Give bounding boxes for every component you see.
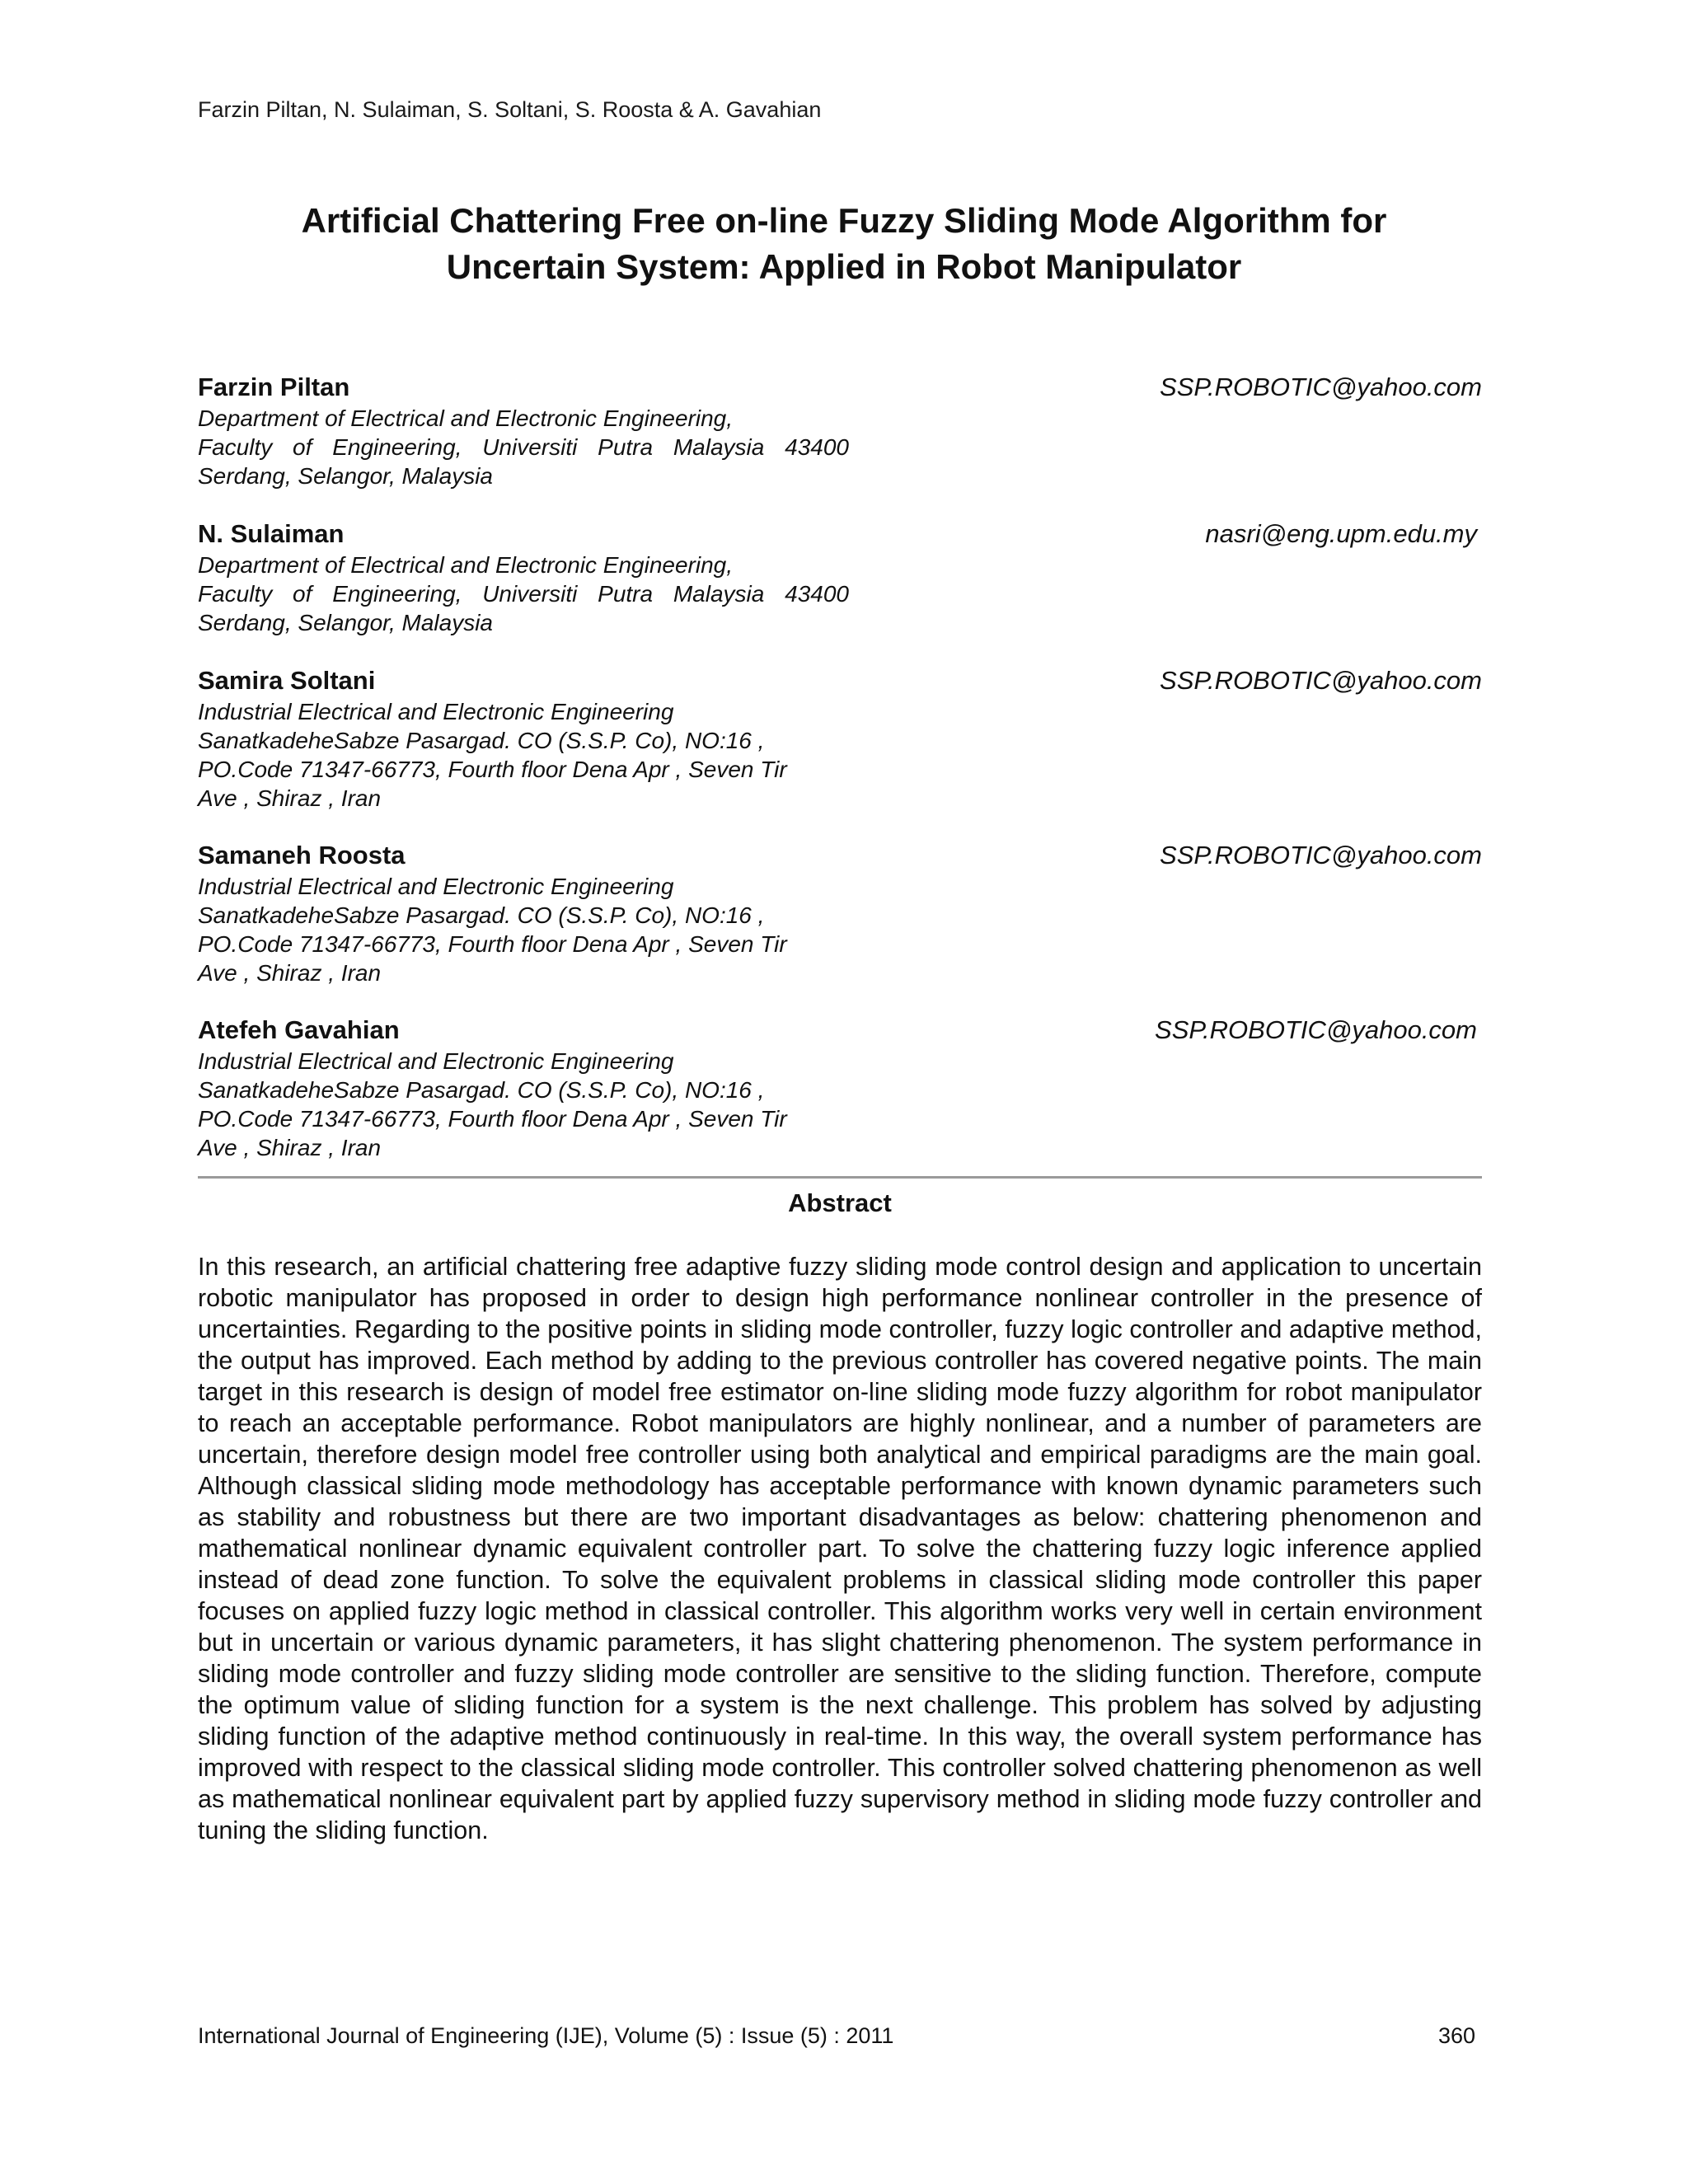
affiliation-line: Ave , Shiraz , Iran bbox=[198, 1135, 382, 1160]
abstract-heading: Abstract bbox=[788, 1188, 892, 1217]
author-email[interactable]: nasri@eng.upm.edu.my bbox=[1205, 519, 1477, 548]
author-name: N. Sulaiman bbox=[198, 519, 345, 548]
author-email[interactable]: SSP.ROBOTIC@yahoo.com bbox=[1160, 841, 1482, 869]
author-affiliation bbox=[198, 1047, 857, 1162]
affiliation-line: Ave , Shiraz , Iran bbox=[198, 960, 382, 986]
affiliation-line: Department of Electrical and Electronic Engineering, bbox=[198, 405, 734, 431]
author-block-gavahian bbox=[198, 1014, 1482, 1162]
affiliation-line: Industrial Electrical and Electronic Engineering bbox=[198, 699, 674, 724]
affiliation-line: Serdang, Selangor, Malaysia bbox=[198, 463, 493, 489]
author-name: Atefeh Gavahian bbox=[198, 1015, 400, 1044]
affiliation-line: SanatkadeheSabze Pasargad. CO (S.S.P. Co), NO:16 , bbox=[198, 728, 765, 753]
running-head: Farzin Piltan, N. Sulaiman, S. Soltani, S. Roosta & A. Gavahian bbox=[198, 97, 822, 122]
author-email[interactable]: SSP.ROBOTIC@yahoo.com bbox=[1155, 1015, 1477, 1044]
affiliation-line: Faculty of Engineering, Universiti Putra Malaysia 43400 bbox=[198, 581, 849, 607]
affiliation-line: Industrial Electrical and Electronic Engineering bbox=[198, 874, 674, 899]
author-name: Samaneh Roosta bbox=[198, 841, 406, 869]
affiliation-line: PO.Code 71347-66773, Fourth floor Dena Apr , Seven Tir bbox=[198, 757, 787, 782]
abstract-divider bbox=[198, 1176, 1482, 1179]
affiliation-line: SanatkadeheSabze Pasargad. CO (S.S.P. Co), NO:16 , bbox=[198, 902, 765, 928]
author-name: Farzin Piltan bbox=[198, 373, 350, 401]
affiliation-line: Department of Electrical and Electronic Engineering, bbox=[198, 552, 734, 578]
title-line-2: Uncertain System: Applied in Robot Manipulator bbox=[446, 247, 1242, 286]
author-email[interactable]: SSP.ROBOTIC@yahoo.com bbox=[1160, 666, 1482, 695]
author-affiliation bbox=[198, 404, 857, 490]
author-affiliation bbox=[198, 872, 857, 987]
affiliation-line: Ave , Shiraz , Iran bbox=[198, 785, 382, 811]
author-affiliation bbox=[198, 697, 857, 813]
affiliation-line: PO.Code 71347-66773, Fourth floor Dena Apr , Seven Tir bbox=[198, 1106, 787, 1132]
author-name: Samira Soltani bbox=[198, 666, 376, 695]
author-block-sulaiman bbox=[198, 518, 1482, 637]
footer-journal: International Journal of Engineering (IJE), Volume (5) : Issue (5) : 2011 bbox=[198, 2023, 894, 2048]
author-block-roosta bbox=[198, 839, 1482, 987]
affiliation-line: Faculty of Engineering, Universiti Putra Malaysia 43400 bbox=[198, 434, 849, 460]
title-line-1: Artificial Chattering Free on-line Fuzzy Sliding Mode Algorithm for bbox=[301, 201, 1387, 240]
author-block-piltan bbox=[198, 371, 1482, 490]
footer-page-number: 360 bbox=[1437, 2023, 1475, 2048]
affiliation-line: SanatkadeheSabze Pasargad. CO (S.S.P. Co), NO:16 , bbox=[198, 1077, 765, 1103]
affiliation-line: Serdang, Selangor, Malaysia bbox=[198, 610, 493, 635]
author-email[interactable]: SSP.ROBOTIC@yahoo.com bbox=[1160, 373, 1482, 401]
paper-title bbox=[165, 198, 1523, 290]
affiliation-line: Industrial Electrical and Electronic Engineering bbox=[198, 1048, 674, 1074]
author-block-soltani bbox=[198, 664, 1482, 813]
author-affiliation bbox=[198, 551, 857, 637]
abstract-body: In this research, an artificial chattering free adaptive fuzzy sliding mode control design and application to uncertain robotic manipulator has proposed in order to design high performance nonlinear controller in the presence of uncertainties. Regarding to the positive points in sliding mode controller, fuzzy logic controller and adaptive method, the output has improved. Each method by adding to the previous controller has covered negative points. The main target in this research is design of model free estimator on-line sliding mode fuzzy algorithm for robot manipulator to reach an acceptable performance. Robot manipulators are highly nonlinear, and a number of parameters are uncertain, therefore design model free controller using both analytical and empirical paradigms are the main goal. Although classical sliding mode methodology has acceptable performance with known dynamic parameters such as stability and robustness but there are two important disadvantages as below: chattering phenomenon and mathematical nonlinear dynamic equivalent controller part. To solve the chattering fuzzy logic inference applied instead of dead zone function. To solve the equivalent problems in classical sliding mode controller this paper focuses on applied fuzzy logic method in classical controller. This algorithm works very well in certain environment but in uncertain or various dynamic parameters, it has slight chattering phenomenon. The system performance in sliding mode controller and fuzzy sliding mode controller are sensitive to the sliding function. Therefore, compute the optimum value of sliding function for a system is the next challenge. This problem has solved by adjusting sliding function of the adaptive method continuously in real-time. In this way, the overall system performance has improved with respect to the classical sliding mode controller. This controller solved chattering phenomenon as well as mathematical nonlinear equivalent part by applied fuzzy supervisory method in sliding mode fuzzy controller and tuning the sliding function. bbox=[198, 1253, 1482, 1844]
affiliation-line: PO.Code 71347-66773, Fourth floor Dena Apr , Seven Tir bbox=[198, 931, 787, 957]
